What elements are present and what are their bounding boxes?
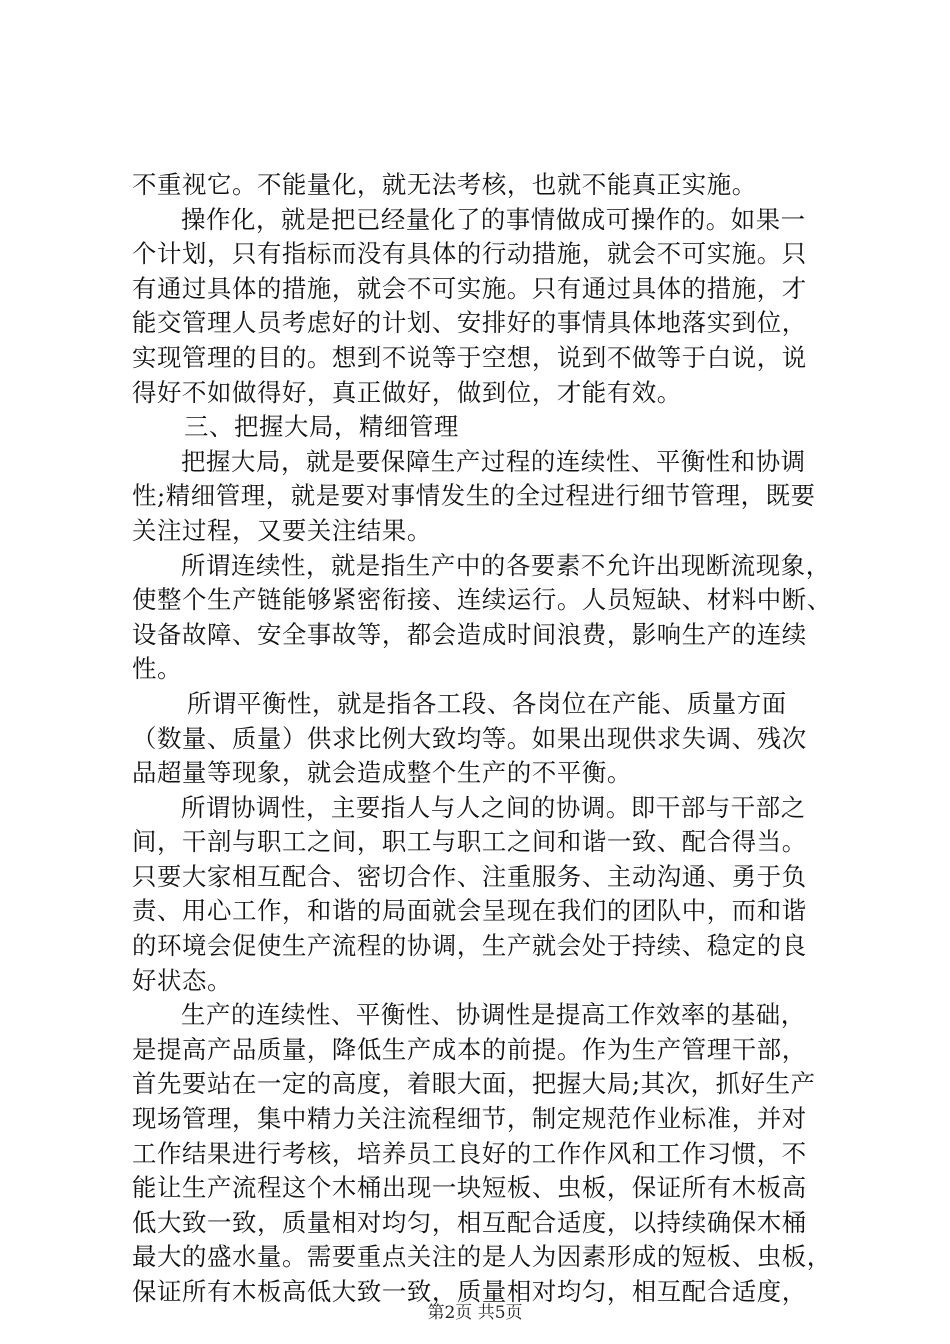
text-line: 性。 [132, 654, 182, 684]
page-footer: 第2页 共5页 [427, 1303, 523, 1323]
text-line: 实现管理的目的。想到不说等于空想，说到不做等于白说，说 [132, 342, 807, 372]
text-line: 所谓平衡性，就是指各工段、各岗位在产能、质量方面 [187, 688, 787, 718]
text-line: 不重视它。不能量化，就无法考核，也就不能真正实施。 [132, 170, 757, 199]
text-line: 好状态。 [132, 965, 232, 995]
text-line: 生产的连续性、平衡性、协调性是提高工作效率的基础， [181, 1000, 806, 1030]
text-line: 只要大家相互配合、密切合作、注重服务、主动沟通、勇于负 [132, 861, 807, 891]
text-line: 关注过程，又要关注结果。 [132, 515, 432, 545]
text-line: （数量、质量）供求比例大致均等。如果出现供求失调、残次 [132, 723, 807, 753]
text-line: 性;精细管理，就是要对事情发生的全过程进行细节管理，既要 [132, 481, 816, 511]
text-line: 所谓连续性，就是指生产中的各要素不允许出现断流现象， [181, 550, 831, 580]
document-body [132, 168, 832, 1310]
text-line: 现场管理，集中精力关注流程细节，制定规范作业标准，并对 [132, 1104, 807, 1134]
text-line: 个计划，只有指标而没有具体的行动措施，就会不可实施。只 [132, 239, 807, 269]
text-line: 能交管理人员考虑好的计划、安排好的事情具体地落实到位， [132, 308, 807, 338]
text-line: 是提高产品质量，降低生产成本的前提。作为生产管理干部， [132, 1034, 807, 1064]
text-line: 有通过具体的措施，就会不可实施。只有通过具体的措施，才 [132, 273, 807, 303]
text-line: 责、用心工作，和谐的局面就会呈现在我们的团队中，而和谐 [132, 896, 807, 926]
text-line: 低大致一致，质量相对均匀，相互配合适度，以持续确保木桶 [132, 1207, 807, 1237]
text-line: 使整个生产链能够紧密衔接、连续运行。人员短缺、材料中断、 [132, 585, 832, 615]
section-heading: 三、把握大局，精细管理 [184, 412, 459, 442]
text-line: 保证所有木板高低大致一致，质量相对均匀，相互配合适度， [132, 1277, 807, 1306]
text-line: 首先要站在一定的高度，着眼大面，把握大局;其次，抓好生产 [132, 1069, 816, 1099]
text-line: 能让生产流程这个木桶出现一块短板、虫板，保证所有木板高 [132, 1173, 807, 1203]
text-line: 工作结果进行考核，培养员工良好的工作作风和工作习惯，不 [132, 1138, 807, 1168]
text-line: 所谓协调性，主要指人与人之间的协调。即干部与干部之 [181, 792, 806, 822]
text-line: 最大的盛水量。需要重点关注的是人为因素形成的短板、虫板， [132, 1242, 832, 1272]
text-line: 设备故障、安全事故等，都会造成时间浪费，影响生产的连续 [132, 619, 807, 649]
text-line: 的环境会促使生产流程的协调，生产就会处于持续、稳定的良 [132, 931, 807, 961]
text-line: 把握大局，就是要保障生产过程的连续性、平衡性和协调 [181, 446, 806, 476]
text-line: 品超量等现象，就会造成整个生产的不平衡。 [132, 758, 632, 788]
text-line: 间，干剖与职工之间，职工与职工之间和谐一致、配合得当。 [132, 827, 807, 857]
text-line: 操作化，就是把已经量化了的事情做成可操作的。如果一 [181, 204, 806, 234]
text-line: 得好不如做得好，真正做好，做到位，才能有效。 [132, 377, 682, 407]
